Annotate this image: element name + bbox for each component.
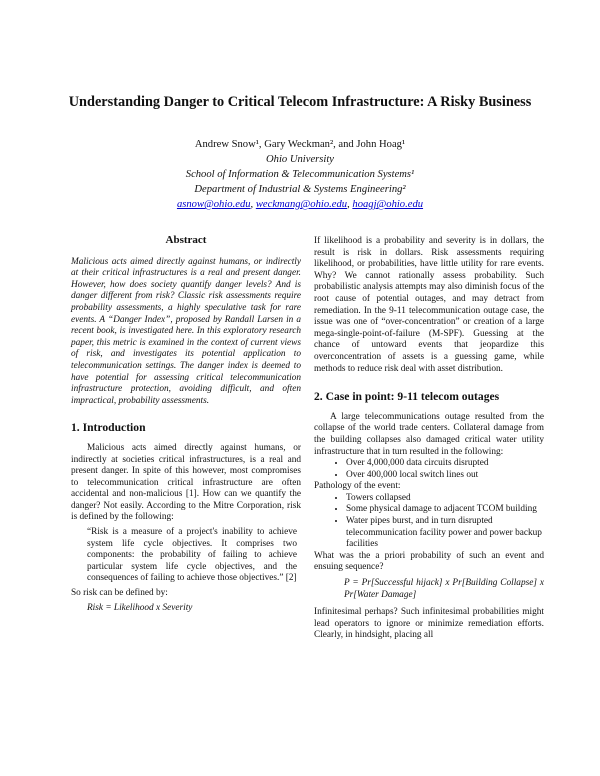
- risk-equation: Risk = Likelihood x Severity: [87, 602, 193, 613]
- section-1-paragraph-2: So risk can be defined by:: [71, 588, 168, 599]
- abstract-text: Malicious acts aimed directly against humans, or indirectly at their critical infrastructures is a real and present danger. However, how does society quantify danger levels? And is danger different from risk? Classic risk assessments require probability assessments, a highly speculative task for rare events. A “Danger Index”, proposed by Randall Larsen in a recent book, is investigated here. In this exploratory research paper, this metric is examined in the context of current views of risk, and investigates its potential application to telecommunication settings. The danger index is deemed to have potential for assessing critical telecommunication infrastructure protection, avoiding difficult, and often impractical, probability assessments.: [71, 256, 301, 406]
- list-item: • Over 400,000 local switch lines out: [346, 470, 544, 482]
- list-item: • Towers collapsed: [346, 493, 544, 505]
- probability-equation: P = Pr[Successful hijack] x Pr[Building Collapse] x Pr[Water Damage]: [344, 578, 544, 600]
- outage-list: [314, 458, 544, 481]
- section-1-heading: 1. Introduction: [71, 421, 146, 435]
- list-item: • Some physical damage to adjacent TCOM building: [346, 504, 544, 516]
- right-column: [314, 236, 544, 642]
- email-separator: ,: [250, 199, 256, 210]
- department-1: School of Information & Telecommunication Systems¹: [185, 169, 415, 180]
- left-column: [71, 235, 301, 614]
- section-1-paragraph: Malicious acts aimed directly against humans, or indirectly at societies critical infrastructures, is a real and present danger. In spite of this however, most compromises to telecommunication critical infrastructure are often accidental and non-malicious [1]. How can we quantify the danger? Not easily. According to the Mitre Corporation, risk is defined by the following:: [71, 442, 301, 523]
- abstract-heading: Abstract: [165, 234, 207, 246]
- mitre-quote: “Risk is a measure of a project's inability to achieve system life cycle objectives. It comprises two components: the probability of failing to achieve particular system life cycle objectives, and the consequences of failing to achieve those objectives.” [2]: [87, 527, 297, 584]
- right-column-paragraph: If likelihood is a probability and severity is in dollars, the result is risk in dollars. Risk assessments requiring likelihood, or probabilities, have little utility for rare events. Why? We cannot rationally assess probability. Such probabilistic analysis attempts may also diminish focus of the root cause of potential outages, and may detract from remediation. In the 9-11 telecommunication outage case, the issue was one of “over-concentration” or creation of a large mega-single-point-of-failure (M-SPF). Guessing at the chance of untoward events that jeopardize this overconcentration of assets is a guessing game, while methods to reduce risk deal with asset distribution.: [314, 236, 544, 374]
- university: Ohio University: [266, 154, 334, 165]
- email-link-weckman[interactable]: weckmang@ohio.edu: [255, 199, 348, 210]
- pathology-list: [314, 493, 544, 551]
- email-separator: ,: [347, 199, 353, 210]
- section-2-paragraph-2: Infinitesimal perhaps? Such infinitesimal probabilities might lead operators to ignore or minimize remediation efforts. Clearly, in hindsight, placing all: [314, 607, 544, 641]
- email-link-snow[interactable]: asnow@ohio.edu: [176, 199, 251, 210]
- list-item: • Water pipes burst, and in turn disrupted telecommunication facility power and power backup facilities: [346, 516, 544, 551]
- pathology-label: Pathology of the event:: [314, 481, 401, 492]
- author-names: Andrew Snow¹, Gary Weckman², and John Hoag¹: [194, 139, 406, 150]
- section-2-paragraph: A large telecommunications outage resulted from the collapse of the world trade centers. Collateral damage from the building collapses also damaged critical water utility infrastructure that in turn resulted in the following:: [314, 411, 544, 457]
- email-link-hoag[interactable]: hoagj@ohio.edu: [352, 199, 424, 210]
- probability-question: What was the a priori probability of such an event and ensuing sequence?: [314, 550, 544, 573]
- author-block: [60, 137, 540, 212]
- department-2: Department of Industrial & Systems Engineering²: [194, 184, 406, 195]
- section-2-heading: 2. Case in point: 9-11 telecom outages: [314, 390, 500, 404]
- list-item: • Over 4,000,000 data circuits disrupted: [346, 458, 544, 470]
- paper-title: Understanding Danger to Critical Telecom Infrastructure: A Risky Business: [68, 94, 532, 110]
- email-line: [60, 197, 540, 212]
